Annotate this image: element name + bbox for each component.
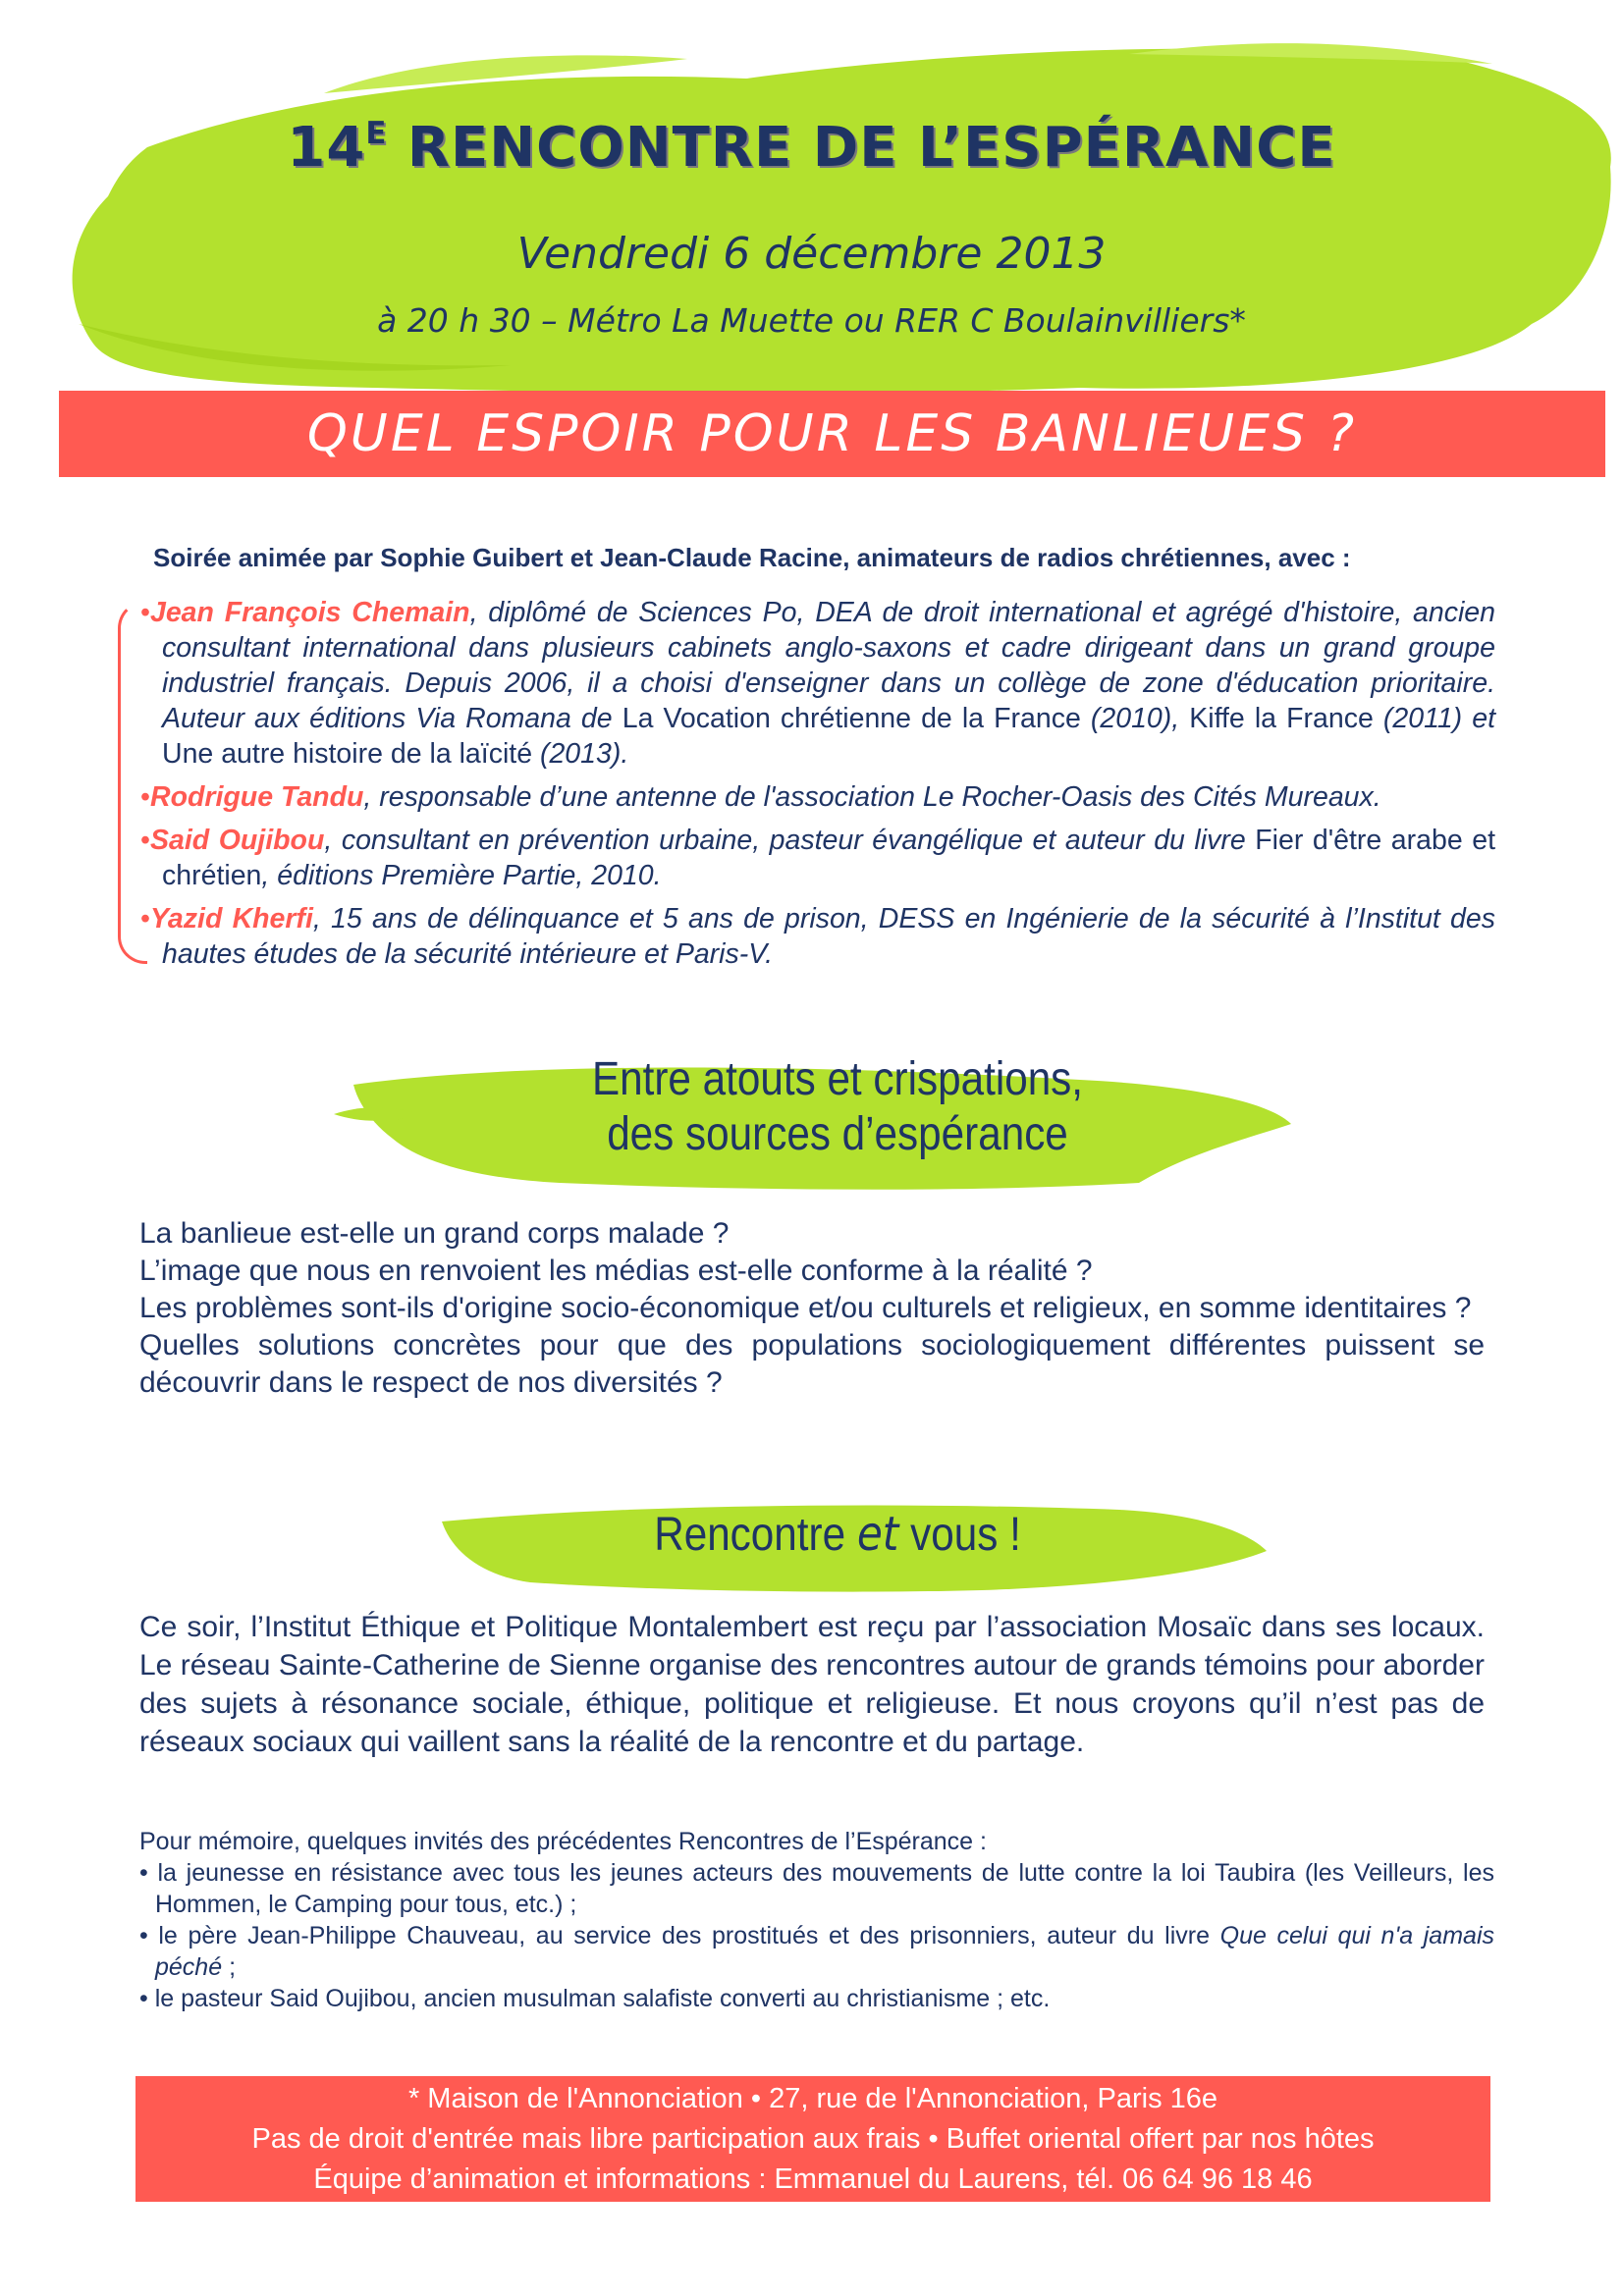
guest-list bbox=[140, 595, 1495, 980]
memo-item: • le père Jean-Philippe Chauveau, au service des prostitués et des prisonniers, auteur du livre Que celui qui n'a jamais péché ; bbox=[139, 1922, 1494, 1981]
memo-item: • la jeunesse en résistance avec tous les jeunes acteurs des mouvements de lutte contre la loi Taubira (les Veilleurs, les Hommen, le Camping pour tous, etc.) ; bbox=[139, 1859, 1494, 1918]
footer-entry: Pas de droit d'entrée mais libre participation aux frais • Buffet oriental offert par nos hôtes bbox=[251, 2123, 1375, 2155]
guest-item: •Said Oujibou, consultant en prévention urbaine, pasteur évangélique et auteur du livre Fier d'être arabe et chrétien, éditions Première Partie, 2010. bbox=[140, 825, 1495, 891]
event-date: Vendredi 6 décembre 2013 bbox=[516, 229, 1107, 279]
memo-item: • le pasteur Said Oujibou, ancien musulman salafiste converti au christianisme ; etc. bbox=[139, 1985, 1051, 2012]
memo-intro: Pour mémoire, quelques invités des précédentes Rencontres de l’Espérance : bbox=[139, 1828, 987, 1855]
question-line: Quelles solutions concrètes pour que des populations sociologiquement différentes puissent se découvrir dans le respect de nos diversités ? bbox=[139, 1329, 1485, 1399]
guest-name: Jean François Chemain bbox=[149, 597, 470, 628]
event-title: $14^E$ RENCONTRE DE L’ESPÉRANCE bbox=[287, 116, 1336, 181]
footer-info bbox=[135, 2076, 1490, 2202]
institute-paragraph: Ce soir, l’Institut Éthique et Politique Montalembert est reçu par l’association Mosaïc dans ses locaux. Le réseau Sainte-Catherine de Sienne organise des rencontres autour de grands témoins pour aborder des sujets à résonance sociale, éthique, politique et religieuse. Et nous croyons qu’il n’est pas de réseaux sociaux qui vaillent sans la réalité de la rencontre et du partage. bbox=[139, 1611, 1485, 1758]
questions-block bbox=[139, 1215, 1485, 1402]
intro-text: Soirée animée par Sophie Guibert et Jean-Claude Racine, animateurs de radios chrétiennes, avec : bbox=[153, 543, 1351, 572]
guest-name: Rodrigue Tandu bbox=[149, 781, 364, 813]
previous-guests bbox=[139, 1826, 1494, 2014]
question-line: Les problèmes sont-ils d'origine socio-économique et/ou culturels et religieux, en somme identitaires ? bbox=[139, 1292, 1472, 1324]
guest-name: Said Oujibou bbox=[149, 825, 325, 856]
section-heading-atouts: Entre atouts et crispations, des sources d’espérance bbox=[591, 1053, 1084, 1160]
section-heading-rencontre: Rencontre et vous ! bbox=[654, 1507, 1021, 1562]
footer-address: * Maison de l'Annonciation • 27, rue de l'Annonciation, Paris 16e bbox=[407, 2083, 1218, 2114]
guest-item: •Yazid Kherfi, 15 ans de délinquance et 5 ans de prison, DESS en Ingénierie de la sécurité à l’Institut des hautes études de la sécurité intérieure et Paris-V. bbox=[140, 903, 1496, 970]
question-line: L’image que nous en renvoient les médias est-elle conforme à la réalité ? bbox=[139, 1255, 1093, 1287]
guest-item: •Rodrigue Tandu, responsable d’une antenne de l'association Le Rocher-Oasis des Cités Mureaux. bbox=[140, 781, 1381, 813]
theme-banner: QUEL ESPOIR POUR LES BANLIEUES ? bbox=[59, 391, 1605, 477]
question-line: La banlieue est-elle un grand corps malade ? bbox=[139, 1217, 730, 1250]
event-location: à 20 h 30 – Métro La Muette ou RER C Boulainvilliers* bbox=[377, 301, 1246, 340]
guest-name: Yazid Kherfi bbox=[149, 903, 313, 934]
header-brush-decoration bbox=[0, 0, 1623, 412]
footer-contact: Équipe d’animation et informations : Emmanuel du Laurens, tél. 06 64 96 18 46 bbox=[313, 2163, 1313, 2195]
guest-item: •Jean François Chemain, diplômé de Sciences Po, DEA de droit international et agrégé d'histoire, ancien consultant international dans plusieurs cabinets anglo-saxons et cadre dirigeant dans un grand groupe industriel français. Depuis 2006, il a choisi d'enseigner dans un collège de zone d'éducation prioritaire. Auteur aux éditions Via Romana de La Vocation chrétienne de la France (2010), Kiffe la France (2011) et Une autre histoire de la laïcité (2013). bbox=[140, 597, 1495, 770]
